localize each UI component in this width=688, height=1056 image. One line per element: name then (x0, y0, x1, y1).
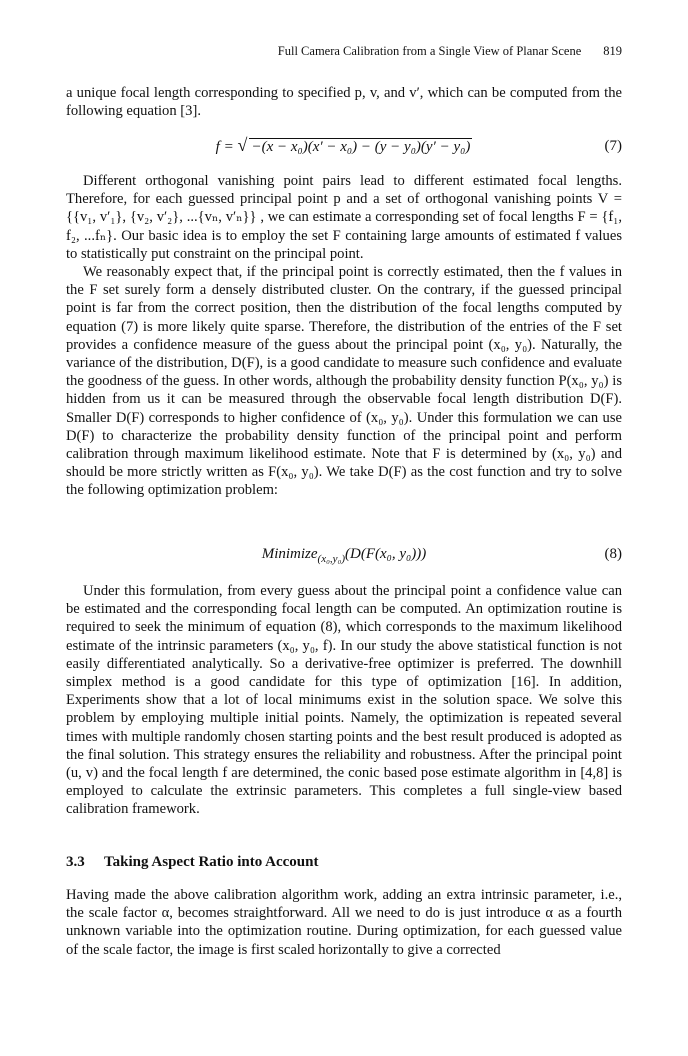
equation-7-radicand: −(x − x₀)(x′ − x₀) − (y − y₀)(y′ − y₀) (251, 139, 471, 155)
equation-8 (66, 546, 622, 570)
paragraph-1: a unique focal length corresponding to specified p, v, and v′, which can be computed from the following equation [3]. (66, 85, 622, 120)
paragraph-2: Different orthogonal vanishing point pairs lead to different estimated focal lengths. Therefore, for each guessed principal point p and a set of orthogonal vanishing points V = {{v₁, v′₁}, {v₂, v′₂}, ...{vₙ, v′ₙ}} , we can estimate a corresponding set of focal lengths F = {f₁, f₂, ...fₙ}. Our basic idea is to employ the set F containing large amounts of estimated f values to statistically put constraint on the principal point. (66, 173, 622, 262)
sqrt-symbol: √ −(x − x₀)(x′ − x₀) − (y − y₀)(y′ − y₀) (237, 135, 471, 155)
page-number: 819 (603, 44, 622, 58)
equation-7-lhs: f = (215, 139, 238, 155)
section-heading (66, 854, 318, 871)
equation-8-number: (8) (604, 546, 622, 562)
running-header (278, 44, 622, 59)
equation-7-body (66, 135, 622, 156)
section-number: 3.3 (66, 854, 85, 870)
equation-7 (66, 135, 622, 162)
paragraph-2-block (66, 172, 622, 500)
paragraph-5-block (66, 886, 622, 959)
paragraph-1-block (66, 84, 622, 120)
equation-8-main: Minimize (261, 546, 318, 562)
equation-7-number: (7) (604, 138, 622, 154)
paragraph-5: Having made the above calibration algorithm work, adding an extra intrinsic parameter, i.e., the scale factor α, becomes straightforward. All we need to do is just introduce α as a fourth unknown variable into the optimization routine. During optimization, for each guessed value of the scale factor, the image is first scaled horizontally to give a corrected (66, 887, 622, 958)
running-title: Full Camera Calibration from a Single View of Planar Scene (277, 44, 582, 58)
equation-8-sub: (x₀,y₀) (317, 553, 346, 565)
section-title: Taking Aspect Ratio into Account (104, 854, 319, 870)
paragraph-3: We reasonably expect that, if the principal point is correctly estimated, then the f values in the F set surely form a densely distributed cluster. On the contrary, if the guessed principal point is far from the correct position, then the distribution of the focal lengths computed by equation (7) is more likely quite sparse. Therefore, the distribution of the entries of the F set provides a confidence measure of the guess about the principal point (x₀, y₀). Naturally, the variance of the distribution, D(F), is a good candidate to measure such confidence and evaluate the goodness of the guess. In other words, although the probability density function P(x₀, y₀) is hidden from us it can be measured through the observable focal length distribution D(F). Smaller D(F) corresponds to higher confidence of (x₀, y₀). Under this formulation we can use D(F) to characterize the probability density function of the principal point and perform calibration through maximum likelihood estimate. Note that F is determined by (x₀, y₀) and should be more strictly written as F(x₀, y₀). We take D(F) as the cost function and try to solve the following optimization problem: (66, 264, 622, 499)
equation-8-rest: (D(F(x₀, y₀))) (345, 546, 427, 562)
equation-8-body (66, 546, 622, 566)
paragraph-4-block (66, 582, 622, 819)
paragraph-4: Under this formulation, from every guess about the principal point a confidence value can be estimated and the corresponding focal length can be computed. An optimization routine is required to seek the minimum of equation (8), which corresponds to the maximum likelihood estimate of the intrinsic parameters (x₀, y₀, f). In our study the above statistical function is not easily differentiated analytically. So a derivative-free optimizer is preferred. The downhill simplex method is a good candidate for this type of optimization [16]. In addition, Experiments show that a lot of local minimums exist in the solution space. We solve this problem by employing multiple initial points. Namely, the optimization is repeated several times with multiple randomly chosen starting points and the best result produced is adopted as the final solution. This strategy ensures the reliability and robustness. After the principal point (u, v) and the focal length f are determined, the conic based pose estimate algorithm in [4,8] is employed to calculate the extrinsic parameters. This completes a full single-view based calibration framework. (66, 583, 622, 818)
